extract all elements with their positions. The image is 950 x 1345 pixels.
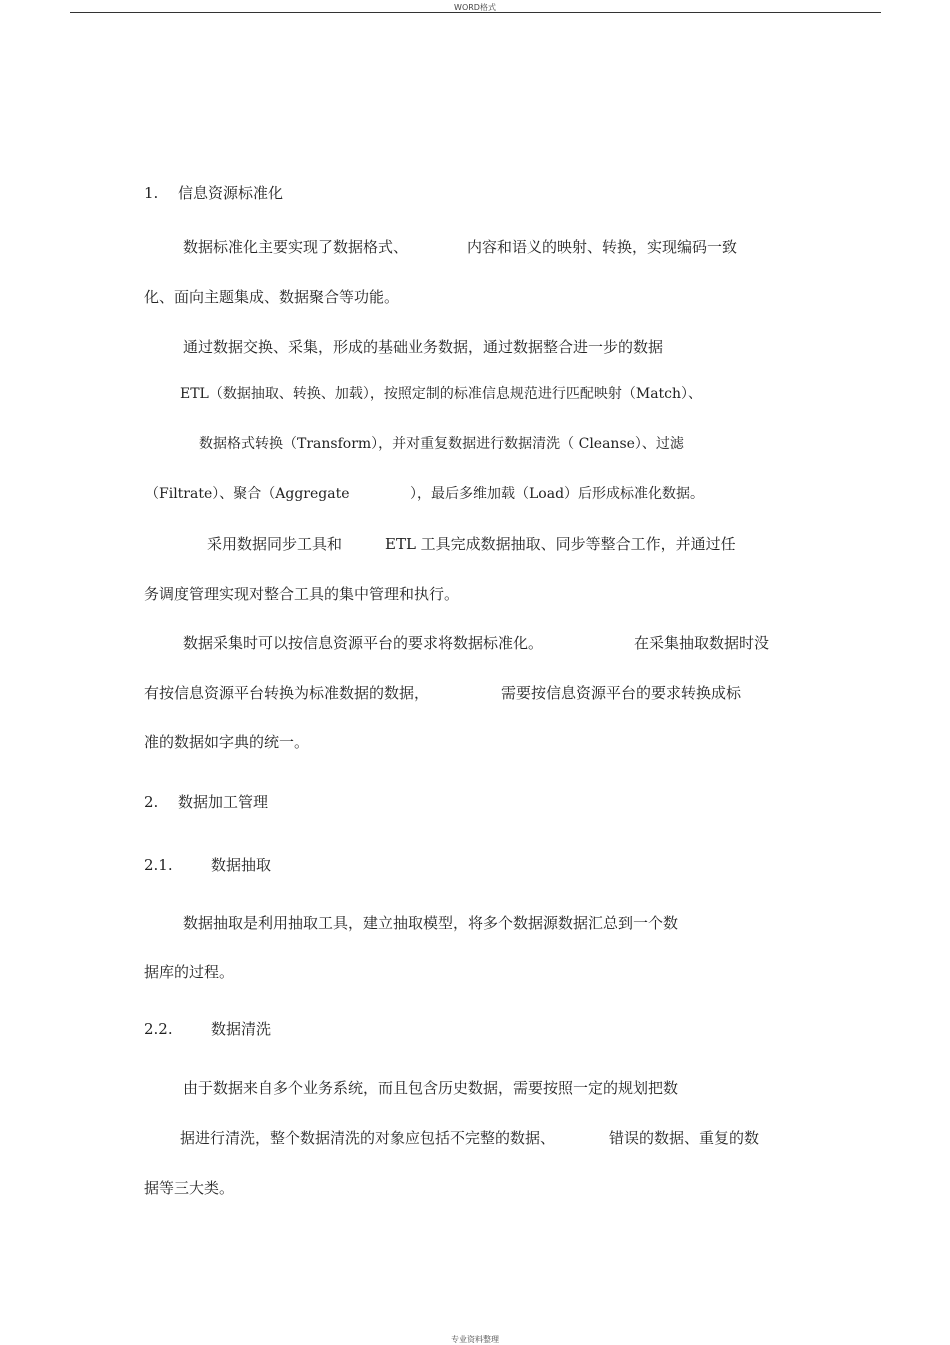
section-heading: 信息资源标准化 — [178, 184, 284, 202]
page-header: WORD格式 — [454, 3, 496, 12]
subsection-number: 2.1. — [144, 856, 173, 874]
section-number: 1. — [144, 184, 159, 202]
subsection-heading: 数据抽取 — [211, 856, 272, 874]
paragraph-line: 由于数据来自多个业务系统，而且包含历史数据，需要按照一定的规划把数 — [183, 1079, 679, 1097]
paragraph-line: 据等三大类。 — [144, 1179, 235, 1197]
paragraph-line: 据库的过程。 — [144, 963, 235, 981]
header-rule — [70, 12, 881, 13]
paragraph-line: 数据采集时可以按信息资源平台的要求将数据标准化。 — [183, 634, 544, 652]
paragraph-line: ETL（数据抽取、转换、加载），按照定制的标准信息规范进行匹配映射（Match）、 — [180, 386, 703, 402]
paragraph-line: 采用数据同步工具和 — [207, 535, 343, 553]
paragraph-line: 通过数据交换、采集，形成的基础业务数据，通过数据整合进一步的数据 — [183, 338, 664, 356]
paragraph-line: 化、面向主题集成、数据聚合等功能。 — [144, 288, 400, 306]
subsection-heading: 数据清洗 — [211, 1020, 272, 1038]
paragraph-line: 据进行清洗，整个数据清洗的对象应包括不完整的数据、 — [180, 1129, 556, 1147]
paragraph-line: 错误的数据、重复的数 — [609, 1129, 760, 1147]
paragraph-line: 内容和语义的映射、转换，实现编码一致 — [467, 238, 738, 256]
paragraph-line: 数据标准化主要实现了数据格式、 — [183, 238, 409, 256]
section-number: 2. — [144, 793, 159, 811]
section-heading: 数据加工管理 — [178, 793, 269, 811]
paragraph-line: ），最后多维加载（Load）后形成标准化数据。 — [410, 486, 705, 502]
paragraph-line: 数据抽取是利用抽取工具，建立抽取模型，将多个数据源数据汇总到一个数 — [183, 914, 679, 932]
paragraph-line: 务调度管理实现对整合工具的集中管理和执行。 — [144, 585, 460, 603]
paragraph-line: 准的数据如字典的统一。 — [144, 733, 310, 751]
paragraph-line: （Filtrate）、聚合（Aggregate — [145, 486, 350, 502]
paragraph-line: 在采集抽取数据时没 — [634, 634, 770, 652]
paragraph-line: 有按信息资源平台转换为标准数据的数据， — [144, 684, 430, 702]
page-footer: 专业资料整理 — [451, 1335, 499, 1344]
paragraph-line: 数据格式转换（Transform），并对重复数据进行数据清洗（ Cleanse）、过滤 — [199, 436, 684, 452]
subsection-number: 2.2. — [144, 1020, 173, 1038]
paragraph-line: 需要按信息资源平台的要求转换成标 — [501, 684, 742, 702]
paragraph-line: ETL 工具完成数据抽取、同步等整合工作，并通过任 — [385, 535, 736, 553]
